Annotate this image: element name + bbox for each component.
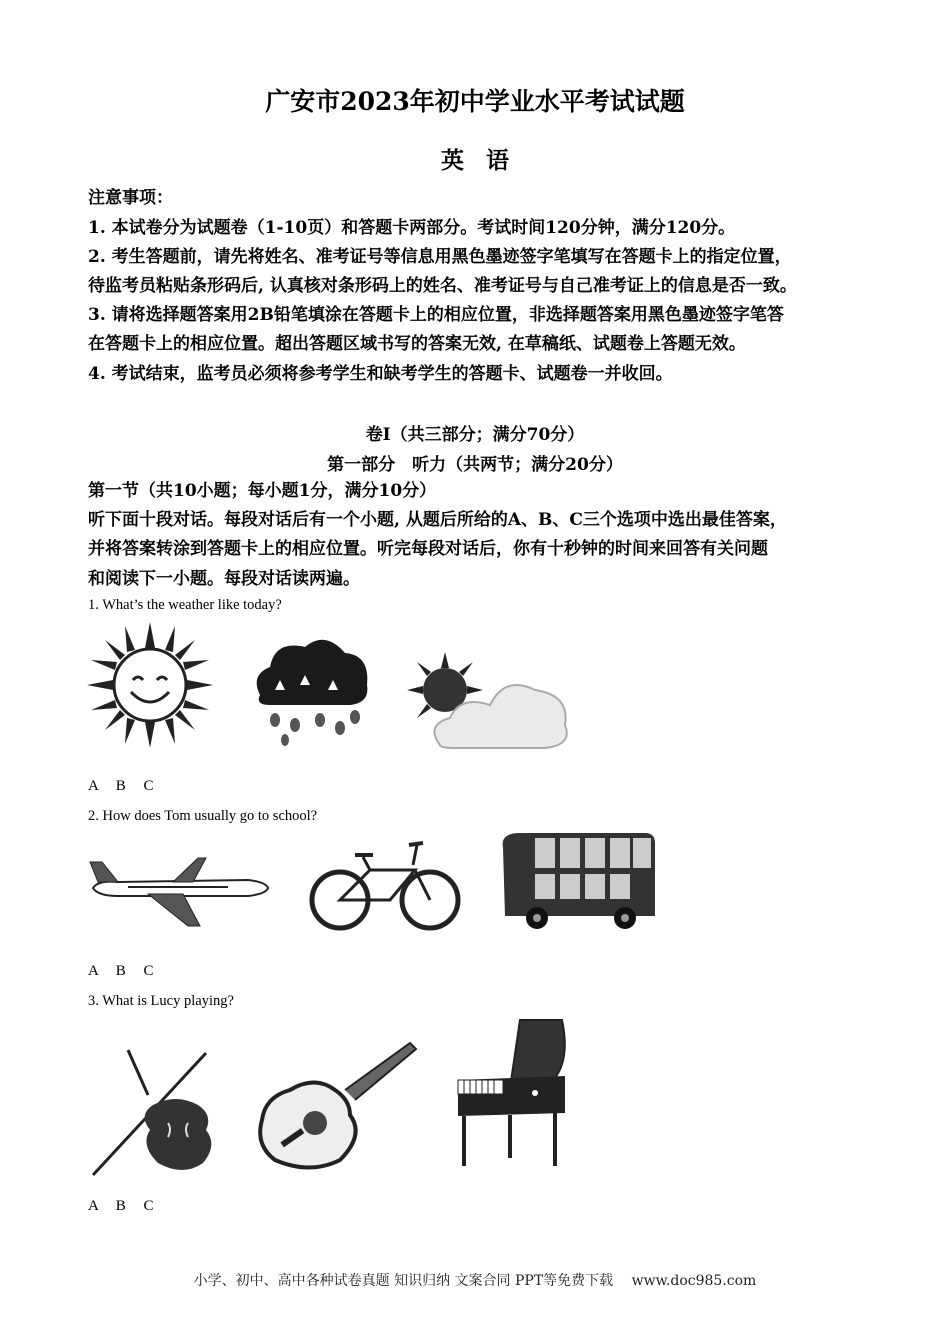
- notes-item: 2. 考生答题前，请先将姓名、准考证号等信息用黑色墨迹签字笔填写在答题卡上的指定位置，: [88, 247, 792, 267]
- subsection-heading: 第一节（共10小题；每小题1分，满分10分）: [88, 481, 437, 501]
- sun-behind-cloud-icon: [405, 650, 575, 755]
- instructions-line: 并将答案转涂到答题卡上的相应位置。听完每段对话后，你有十秒钟的时间来回答有关问题: [88, 539, 768, 559]
- rain-cloud-icon: [245, 625, 375, 750]
- instructions-line: 听下面十段对话。每段对话后有一个小题, 从题后所给的A、B、C三个选项中选出最佳答案，: [88, 510, 787, 530]
- question-3-text: 3. What is Lucy playing?: [88, 993, 234, 1009]
- part-heading: 第一部分 听力（共两节；满分20分）: [327, 455, 623, 475]
- guitar-icon: [250, 1035, 420, 1175]
- notes-item: 待监考员粘贴条形码后, 认真核对条形码上的姓名、准考证号与自己准考证上的信息是否一致。: [88, 276, 797, 296]
- volume-heading: 卷Ⅰ（共三部分；满分70分）: [365, 425, 585, 445]
- airplane-icon: [88, 850, 273, 930]
- notes-item: 4. 考试结束，监考员必须将参考学生和缺考学生的答题卡、试题卷一并收回。: [88, 364, 673, 384]
- question-2-text: 2. How does Tom usually go to school?: [88, 808, 318, 824]
- violin-icon: [88, 1045, 223, 1180]
- sun-icon: [85, 620, 215, 750]
- question-1-text: 1. What’s the weather like today?: [88, 597, 282, 613]
- question-1-options: A B C: [88, 778, 154, 794]
- notes-item: 1. 本试卷分为试题卷（1-10页）和答题卡两部分。考试时间120分钟，满分120分。: [88, 218, 736, 238]
- notes-item: 在答题卡上的相应位置。超出答题区域书写的答案无效, 在草稿纸、试题卷上答题无效。: [88, 334, 746, 354]
- question-3-options: A B C: [88, 1198, 154, 1214]
- piano-icon: [450, 1018, 575, 1173]
- page-footer: 小学、初中、高中各种试卷真题 知识归纳 文案合同 PPT等免费下载 www.doc985.com: [193, 1273, 757, 1289]
- bicycle-icon: [305, 835, 465, 935]
- notes-heading: 注意事项：: [88, 188, 173, 208]
- question-2-options: A B C: [88, 963, 154, 979]
- notes-item: 3. 请将选择题答案用2B铅笔填涂在答题卡上的相应位置，非选择题答案用黑色墨迹签字笔答: [88, 305, 784, 325]
- subject-title: 英语: [441, 147, 531, 174]
- page-title: 广安市2023年初中学业水平考试试题: [265, 87, 685, 116]
- bus-icon: [495, 828, 660, 933]
- instructions-line: 和阅读下一小题。每段对话读两遍。: [88, 569, 360, 589]
